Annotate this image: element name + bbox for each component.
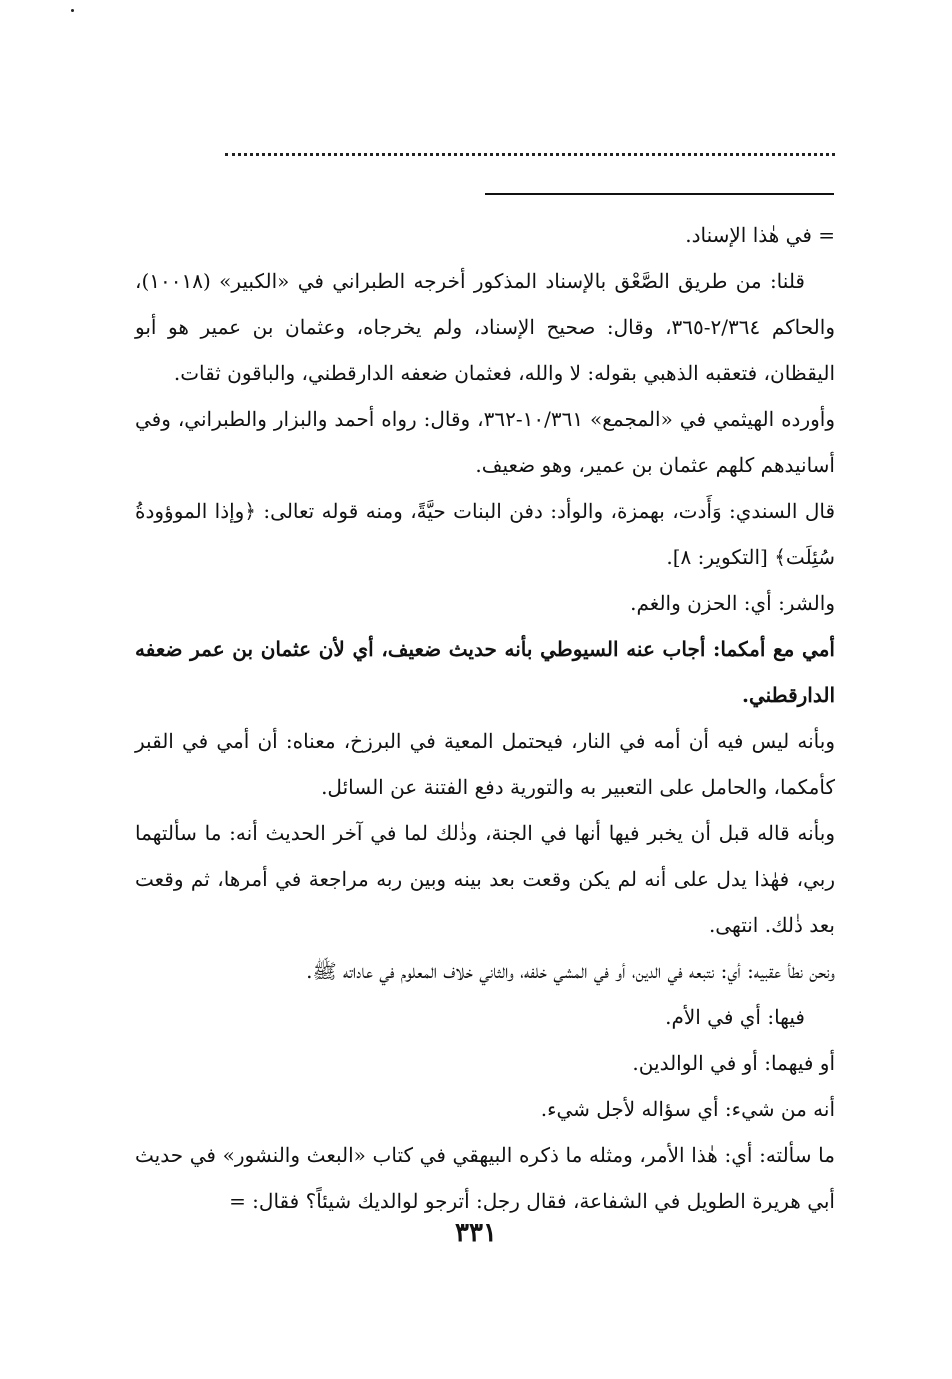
footnote-paragraph-shay: أنه من شيء: أي سؤاله لأجل شيء. <box>540 1097 835 1121</box>
footnote-paragraph-barzakh: وبأنه ليس فيه أن أمه في النار، فيحتمل المعية في البرزخ، معناه: أن أمي في القبر كأمكما، والحامل على التعبير به والتورية دفع الفتنة عن السائل. <box>135 729 835 799</box>
footnote-paragraph-continuation: = في هٰذا الإسناد. <box>685 223 835 247</box>
footnote-paragraph-ummi: أمي مع أمكما: أجاب عنه السيوطي بأنه حديث ضعيف، أي لأن عثمان بن عمر ضعفه الدارقطني. <box>135 637 835 707</box>
page-number: ٣٣١ <box>455 1218 497 1248</box>
footnote-paragraph-saltuhu: ما سألته: أي: هٰذا الأمر، ومثله ما ذكره البيهقي في كتاب «البعث والنشور» في حديث أبي هريرة الطويل في الشفاعة، فقال رجل: أترجو لوالديك شيئاً؟ فقال: = <box>135 1143 835 1213</box>
footnote-paragraph-aqibayh: ونحن نطأ عقبيه: أي: نتبعه في الدين، أو في المشي خلفه، والثاني خلاف المعلوم في عاداته ﷺ. <box>306 959 835 983</box>
footnote-paragraph-haythami: وأورده الهيثمي في «المجمع» ١٠/٣٦١-٣٦٢، وقال: رواه أحمد والبزار والطبراني، وفي أسانيدهم كلهم عثمان بن عمير، وهو ضعيف. <box>135 407 835 477</box>
footnote-paragraph-fihima: أو فيهما: أو في الوالدين. <box>632 1051 835 1075</box>
dotted-separator <box>225 153 835 156</box>
footnote-paragraph-janna: وبأنه قاله قبل أن يخبر فيها أنها في الجنة، وذٰلك لما في آخر الحديث أنه: ما سألتهما ربي، فهٰذا يدل على أنه لم يكن وقعت بعد بينه وبين ربه مراجعة في أمرها، ثم وقعت بعد ذٰلك. انتهى. <box>135 821 835 937</box>
stray-ink-dot <box>71 9 74 12</box>
footnote-paragraph-qulna: قلنا: من طريق الصَّعْق بالإسناد المذكور أخرجه الطبراني في «الكبير» (١٠٠١٨)، والحاكم ٢/٣٦٤-٣٦٥، وقال: صحيح الإسناد، ولم يخرجاه، وعثمان بن عمير هو أبو اليقظان، فتعقبه الذهبي بقوله: لا والله، فعثمان ضعفه الدارقطني، والباقون ثقات. <box>135 269 835 385</box>
footnote-paragraph-sindi: قال السندي: وَأَدت، بهمزة، والوأد: دفن البنات حيَّةً، ومنه قوله تعالى: ﴿وإذا الموؤودةُ سُئِلَت﴾ [التكوير: ٨]. <box>135 499 835 569</box>
footnote-text-block <box>135 212 835 1224</box>
footnote-paragraph-fiha: فيها: أي في الأم. <box>665 1005 805 1029</box>
footnote-rule <box>485 193 834 195</box>
footnote-paragraph-sharr: والشر: أي: الحزن والغم. <box>630 591 835 615</box>
